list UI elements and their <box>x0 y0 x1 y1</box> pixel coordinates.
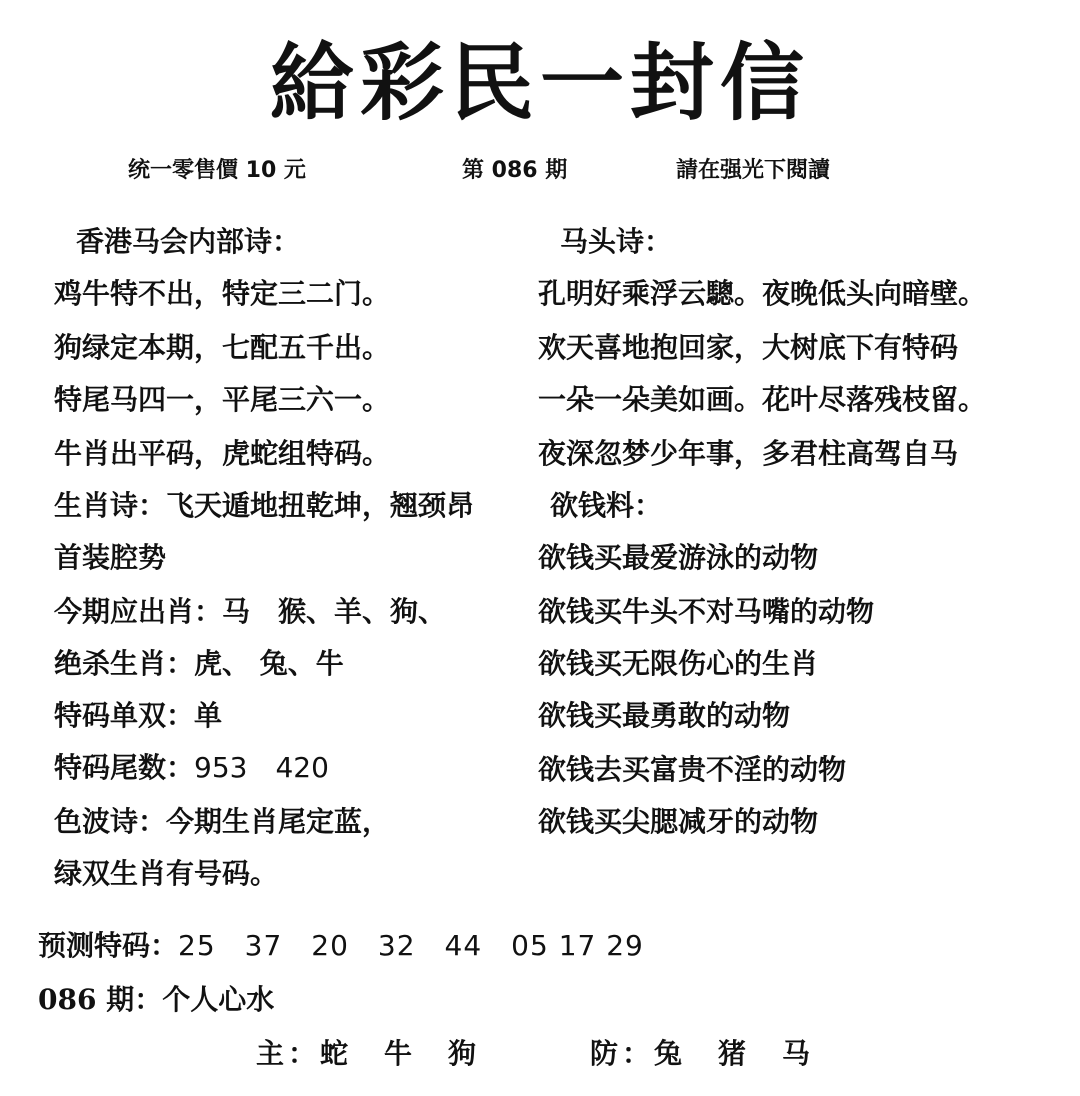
left-poem-line: 牛肖出平码，虎蛇组特码。 <box>54 437 391 470</box>
personal-pick-value: 个人心水 <box>162 983 275 1016</box>
right-poem-line: 夜深忽梦少年事，多君柱高驾自马 <box>538 437 959 470</box>
personal-pick-label: 086 期： <box>38 983 163 1016</box>
shengxiao-poem: 生肖诗：飞天遁地扭乾坤，翘颈昂 <box>54 489 475 522</box>
money-item: 欲钱买尖腮减牙的动物 <box>538 805 819 838</box>
left-poem-line: 特尾马四一，平尾三六一。 <box>54 383 391 416</box>
color-poem: 绿双生肖有号码。 <box>54 857 279 890</box>
guard-value: 兔 猪 马 <box>654 1037 815 1070</box>
money-heading: 欲钱料： <box>550 489 663 522</box>
left-poem-line: 狗绿定本期，七配五千出。 <box>54 331 391 364</box>
odd-even-value: 单 <box>194 699 223 732</box>
money-item: 欲钱买无限伤心的生肖 <box>538 647 819 680</box>
predict-values: 25 37 20 32 44 05 17 29 <box>178 929 644 962</box>
page-title: 給彩民一封信 <box>269 34 810 132</box>
tail-numbers-value: 953 420 <box>194 751 329 784</box>
issue-number: 第 086 期 <box>462 158 568 183</box>
right-poem-line: 孔明好乘浮云驄。夜晚低头向暗壁。 <box>538 277 987 310</box>
shengxiao-poem: 首装腔势 <box>54 541 167 574</box>
kill-zodiac <box>54 646 344 682</box>
predict-numbers <box>38 928 644 964</box>
money-item: 欲钱买最勇敢的动物 <box>538 699 791 732</box>
main-label: 主： <box>256 1037 321 1070</box>
right-poem-line: 欢天喜地抱回家，大树底下有特码 <box>538 331 959 364</box>
predict-label: 预测特码： <box>38 929 179 962</box>
left-heading: 香港马会内部诗： <box>76 225 301 258</box>
money-item: 欲钱去买富贵不淫的动物 <box>538 753 847 786</box>
main-value: 蛇 牛 狗 <box>320 1037 481 1070</box>
current-zodiac-label: 今期应出肖： <box>54 595 223 628</box>
main-picks <box>256 1036 480 1072</box>
odd-even-label: 特码单双： <box>54 699 195 732</box>
kill-zodiac-value: 虎、 兔、牛 <box>194 647 344 680</box>
money-item: 欲钱买最爱游泳的动物 <box>538 541 819 574</box>
left-poem-line: 鸡牛特不出，特定三二门。 <box>54 277 391 310</box>
right-heading: 马头诗： <box>560 225 673 258</box>
guard-picks <box>590 1036 814 1072</box>
current-zodiac <box>54 594 446 630</box>
money-item: 欲钱买牛头不对马嘴的动物 <box>538 595 875 628</box>
guard-label: 防： <box>590 1037 655 1070</box>
retail-price: 统一零售價 10 元 <box>128 158 306 183</box>
tail-numbers <box>54 750 329 786</box>
odd-even <box>54 698 222 734</box>
personal-pick <box>38 982 274 1018</box>
right-poem-line: 一朵一朵美如画。花叶尽落残枝留。 <box>538 383 987 416</box>
current-zodiac-value: 马 猴、羊、狗、 <box>222 595 447 628</box>
tail-numbers-label: 特码尾数： <box>54 751 195 784</box>
reading-note: 請在强光下閱讀 <box>676 158 831 183</box>
color-poem: 色波诗：今期生肖尾定蓝， <box>54 805 391 838</box>
kill-zodiac-label: 绝杀生肖： <box>54 647 195 680</box>
